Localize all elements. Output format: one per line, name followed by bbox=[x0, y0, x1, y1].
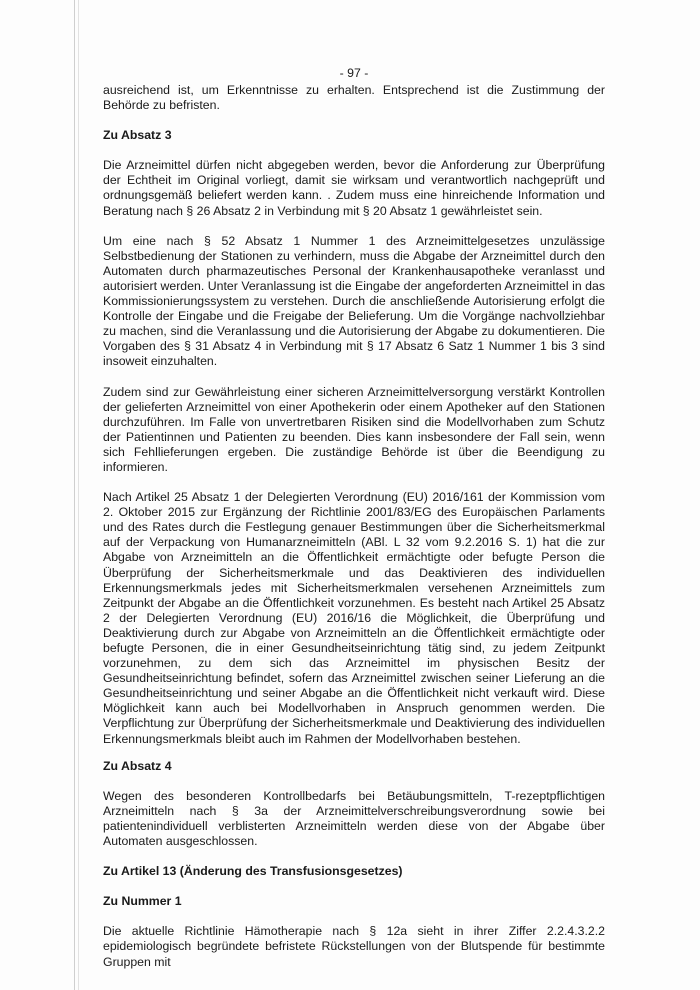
paragraph-echtheit: Die Arzneimittel dürfen nicht abgegeben werden, bevor die Anforderung zur Überprüfung der Echtheit im Original vorliegt, damit sie wirksam und verantwortlich nachgeprüft und ordnungsgemäß beliefert werden kann. . Zudem muss eine hinreichende Information und Beratung nach § 26 Absatz 2 in Verbindung mit § 20 Absatz 1 gewährleistet sein. bbox=[103, 158, 605, 218]
paragraph-richtlinie: Die aktuelle Richtlinie Hämotherapie nach § 12a sieht in ihrer Ziffer 2.2.4.3.2.2 epidemiologisch begründete befristete Rückstellungen von der Blutspende für bestimmte Gruppen mit bbox=[103, 924, 605, 969]
heading-zu-nummer-1: Zu Nummer 1 bbox=[103, 894, 182, 909]
paragraph-artikel-25: Nach Artikel 25 Absatz 1 der Delegierten Verordnung (EU) 2016/161 der Kommission vom 2. Oktober 2015 zur Ergänzung der Richtlinie 2001/83/EG des Europäischen Parlaments und des Rates durch die Festlegung genauer Bestimmungen über die Sicherheitsmerkmal auf der Verpackung von Humanarzneimitteln (ABl. L 32 vom 9.2.2016 S. 1) hat die zur Abgabe von Arzneimitteln an die Öffentlichkeit ermächtigte oder befugte Person die Überprüfung der Sicherheitsmerkmale und das Deaktivieren des individuellen Erkennungsmerkmals jedes mit Sicherheitsmerkmalen versehenen Arzneimittels zum Zeitpunkt der Abgabe an die Öffentlichkeit vorzunehmen. Es besteht nach Artikel 25 Absatz 2 der Delegierten Verordnung (EU) 2016/16 die Möglichkeit, die Überprüfung und Deaktivierung durch zur Abgabe von Arzneimitteln an die Öffentlichkeit ermächtigte oder befugte Personen, die in einer Gesundheitseinrichtung tätig sind, zu jedem Zeitpunkt vorzunehmen, zu dem sich das Arzneimittel im physischen Besitz der Gesundheitseinrichtung befindet, sofern das Arzneimittel zwischen seiner Lieferung an die Gesundheitseinrichtung und seiner Abgabe an die Öffentlichkeit nicht verkauft wird. Diese Möglichkeit kann auch bei Modellvorhaben in Anspruch genommen werden. Die Verpflichtung zur Überprüfung der Sicherheitsmerkmale und Deaktivierung des individuellen Erkennungsmerkmals bleibt auch im Rahmen der Modellvorhaben bestehen. bbox=[103, 490, 605, 746]
heading-zu-absatz-3: Zu Absatz 3 bbox=[103, 128, 172, 143]
paragraph-kontrollbedarf: Wegen des besonderen Kontrollbedarfs bei Betäubungsmitteln, T-rezeptpflichtigen Arzneimitteln nach § 3a der Arzneimittelverschreibungsverordnung sowie bei patientenindividuell verblisterten Arzneimitteln werden diese von der Abgabe über Automaten ausgeschlossen. bbox=[103, 788, 605, 849]
document-body bbox=[103, 66, 605, 970]
paragraph-kontrollen: Zudem sind zur Gewährleistung einer sicheren Arzneimittelversorgung verstärkt Kontrollen der gelieferten Arzneimittel von einer Apothekerin oder einem Apotheker auf den Stationen durchzuführen. Im Falle von unvertretbaren Risiken sind die Modellvorhaben zum Schutz der Patientinnen und Patienten zu beenden. Dies kann insbesondere der Fall sein, wenn sich Fehllieferungen ergeben. Die zuständige Behörde ist über die Beendigung zu informieren. bbox=[103, 384, 605, 474]
scan-edge-line bbox=[74, 0, 75, 990]
scan-edge-line bbox=[78, 0, 79, 990]
paragraph-continuation: ausreichend ist, um Erkenntnisse zu erhalten. Entsprechend ist die Zustimmung der Behörde zu befristen. bbox=[103, 83, 605, 113]
paragraph-selbstbedienung: Um eine nach § 52 Absatz 1 Nummer 1 des Arzneimittelgesetzes unzulässige Selbstbedienung der Stationen zu verhindern, muss die Abgabe der Arzneimittel durch den Automaten durch pharmazeutisches Personal der Krankenhausapotheke veranlasst und autorisiert werden. Unter Veranlassung ist die Eingabe der angeforderten Arzneimittel in das Kommissionierungssystem zu verstehen. Durch die anschließende Autorisierung erfolgt die Kontrolle der Eingabe und die Freigabe der Belieferung. Um die Vorgänge nachvollziehbar zu machen, sind die Veranlassung und die Autorisierung der Abgabe zu dokumentieren. Die Vorgaben des § 31 Absatz 4 in Verbindung mit § 17 Absatz 6 Satz 1 Nummer 1 bis 3 sind insoweit einzuhalten. bbox=[103, 233, 605, 369]
heading-zu-absatz-4: Zu Absatz 4 bbox=[103, 758, 172, 773]
page-number: - 97 - bbox=[339, 66, 369, 80]
heading-zu-artikel-13: Zu Artikel 13 (Änderung des Transfusionsgesetzes) bbox=[103, 864, 403, 879]
